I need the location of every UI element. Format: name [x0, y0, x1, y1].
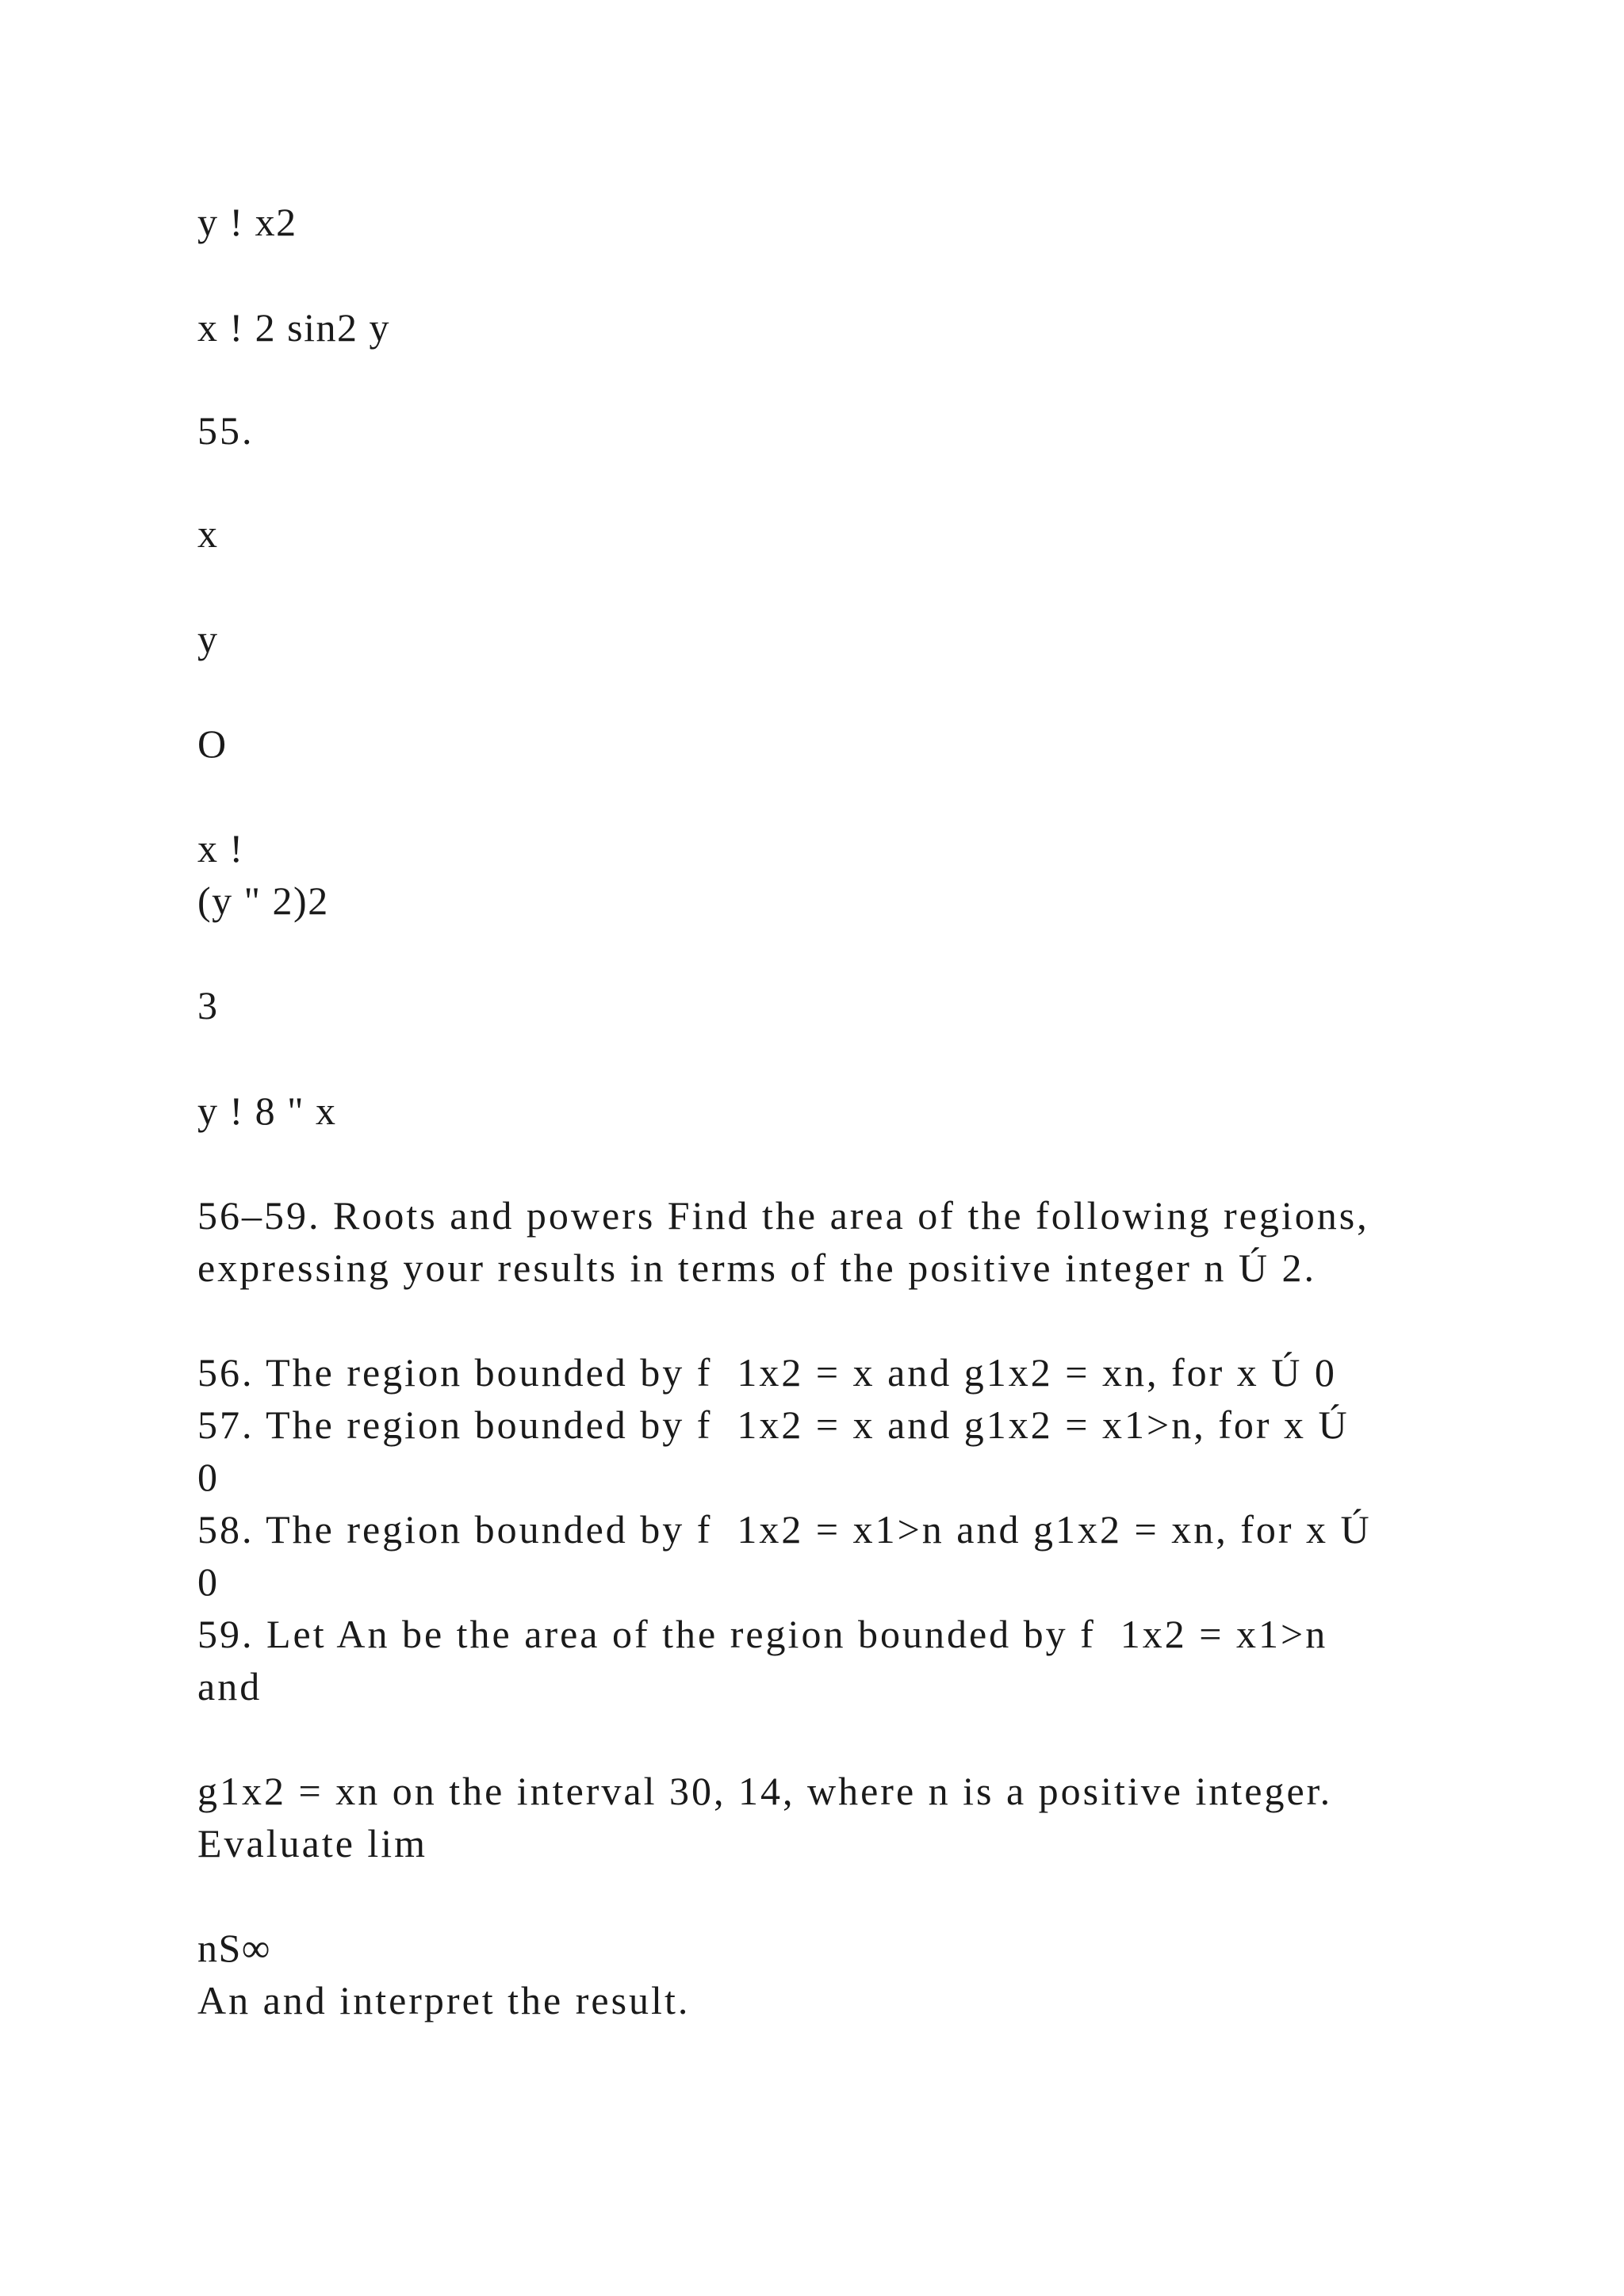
exercise-56: 56. The region bounded by f 1x2 = x and g1x2 = xn, for x Ú 0 — [197, 1350, 1337, 1395]
exercise-59-evaluate: Evaluate lim — [197, 1821, 428, 1866]
denominator-3: 3 — [197, 983, 219, 1027]
exercise-58: 58. The region bounded by f 1x2 = x1>n and g1x2 = xn, for x Ú — [197, 1507, 1372, 1552]
section-instructions: expressing your results in terms of the positive integer n Ú 2. — [197, 1246, 1316, 1290]
origin-label: O — [197, 721, 228, 766]
exercise-59: 59. Let An be the area of the region bounded by f 1x2 = x1>n — [197, 1612, 1328, 1656]
equation-x-equals: x ! — [197, 826, 244, 871]
limit-subscript: nS∞ — [197, 1926, 271, 1970]
exercise-59-interpret: An and interpret the result. — [197, 1978, 691, 2022]
equation-y-equals-8-minus-x: y ! 8 " x — [197, 1089, 337, 1133]
exercise-59-interval: g1x2 = xn on the interval 30, 14, where n is a positive integer. — [197, 1769, 1333, 1813]
exercise-number-55: 55. — [197, 408, 255, 453]
equation-y-minus-2-squared: (y " 2)2 — [197, 878, 329, 923]
exercise-57: 57. The region bounded by f 1x2 = x and g1x2 = x1>n, for x Ú — [197, 1402, 1350, 1447]
section-heading-56-59: 56–59. Roots and powers Find the area of the following regions, — [197, 1193, 1369, 1238]
axis-label-x: x — [197, 511, 219, 556]
exercise-57-continued: 0 — [197, 1455, 219, 1499]
exercise-59-and: and — [197, 1664, 262, 1709]
axis-label-y: y — [197, 617, 219, 661]
exercise-58-continued: 0 — [197, 1559, 219, 1604]
equation-y-equals-x-squared: y ! x2 — [197, 200, 297, 244]
equation-x-equals-2-sin2-y: x ! 2 sin2 y — [197, 305, 390, 350]
